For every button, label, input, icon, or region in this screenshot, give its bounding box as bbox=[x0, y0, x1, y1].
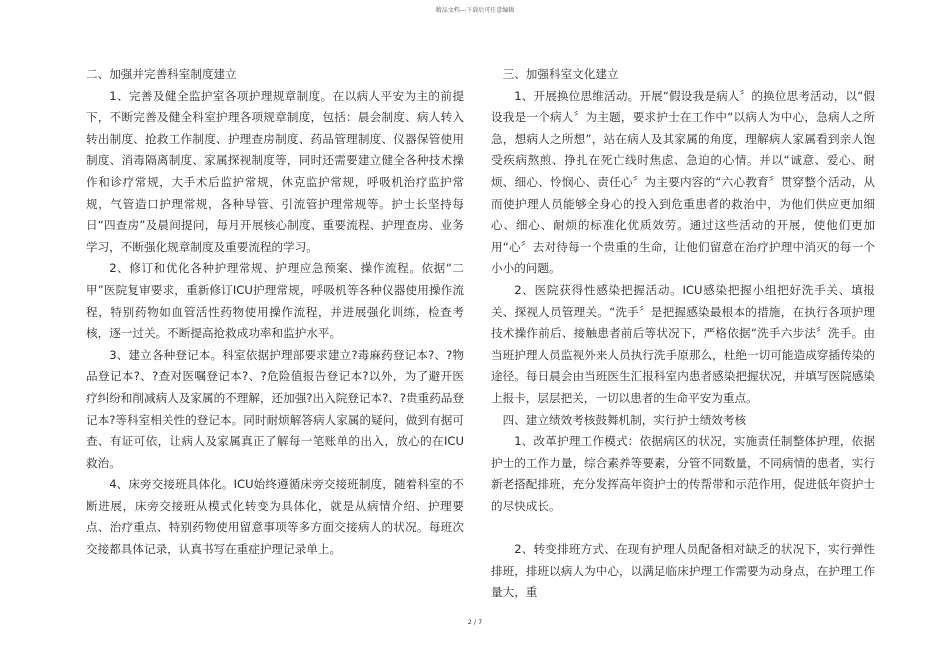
page-number: 2 / 7 bbox=[467, 618, 483, 626]
paragraph: 2、医院获得性感染把握活动。ICU感染把握小组把好洗手关、填报关、探视人员管理关。“洗手〞是把握感染最根本的措施，在执行各项护理技术操作前后、接触患者前后等状况下，严格依据“洗手六步法〞洗手。由当班护理人员监视外来人员执行洗手原那么，杜绝一切可能造成穿插传染的途径。每日晨会由当班医生汇报科室内患者感染把握状况，并填写医院感染上报卡，层层把关，一切以患者的生命平安为重点。 bbox=[491, 282, 875, 405]
page-header: 精品文档---下载后可任意编辑 bbox=[435, 7, 515, 14]
right-column bbox=[491, 64, 875, 604]
section-heading-2: 二、加强并完善科室制度建立 bbox=[86, 67, 237, 81]
left-column bbox=[86, 64, 464, 561]
paragraph: 1、改革护理工作模式：依据病区的状况，实施责任制整体护理，依据护士的工作力量，综合素养等要素，分管不同数量，不同病情的患者，实行新老搭配排班，充分发挥高年资护士的传帮带和示范作用，促进低年资护士的尽快成长。 bbox=[491, 434, 875, 513]
section-heading-4: 四、建立绩效考核鼓舞机制，实行护士绩效考核 bbox=[502, 412, 747, 427]
paragraph: 4、床旁交接班具体化。ICU始终遵循床旁交接班制度，随着科室的不断进展，床旁交接班从模式化转变为具体化，就是从病情介绍、护理要点、治疗重点、特别药物使用留意事项等多方面交接病人的状况。每班次交接都具体记录，认真书写在重症护理记录单上。 bbox=[86, 477, 464, 557]
paragraph: 1、开展换位思维活动。开展“假设我是病人〞的换位思考活动，以“假设我是一个病人〞为主题，要求护士在工作中“以病人为中心，急病人之所急，想病人之所想”，站在病人及其家属的角度，理解病人家属看到亲人饱受疾病熬煎、挣扎在死亡线时焦虑、急迫的心情。并以“诚意、爱心、耐烦、细心、怜悯心、责任心〞为主要内容的“六心教育〞贯穿整个活动，从而使护理人员能够全身心的投入到危重患者的救治中，为他们供应更加细心、细心、耐烦的标准化优质效劳。通过这些活动的开展，使他们更加用“心〞去对待每一个贵重的生命，让他们留意在治疗护理中消灭的每一个小小的问题。 bbox=[491, 88, 875, 276]
paragraph: 1、完善及健全监护室各项护理规章制度。在以病人平安为主的前提下，不断完善及健全科室护理各项规章制度，包括：晨会制度、病人转入转出制度、抢救工作制度、护理查房制度、药品管理制度、仪器保管使用制度、消毒隔离制度、家属探视制度等，同时还需要建立健全各种技术操作和诊疗常规，大手术后监护常规，休克监护常规，呼吸机治疗监护常规，气管造口护理常规，各种导管、引流管护理常规等。护士长坚持每日“四查房”及晨间提问，每月开展核心制度、重要流程、护理查房、业务学习，不断强化规章制度及重要流程的学习。 bbox=[86, 88, 464, 254]
paragraph: 2、转变排班方式、在现有护理人员配备相对缺乏的状况下，实行弹性排班，排班以病人为中心，以满足临床护理工作需要为动身点，在护理工作量大，重 bbox=[491, 542, 875, 600]
paragraph: 2、修订和优化各种护理常规、护理应急预案、操作流程。依据“二甲”医院复审要求，重新修订ICU护理常规，呼吸机等各种仪器使用操作流程，特别药物如血管活性药物使用操作流程，并进展强化训练，检查考核，逐一过关。不断提高抢救成功率和监护水平。 bbox=[86, 261, 464, 341]
paragraph: 3、建立各种登记本。科室依据护理部要求建立?毒麻药登记本?、?物品登记本?、?查对医嘱登记本?、?危险值报告登记本?以外，为了避开医疗纠纷和削减病人及家属的不理解，还加强?出入院登记本?、?贵重药品登记本?等科室相关性的登记本。同时耐烦解答病人家属的疑问，做到有据可查、有证可依，让病人及家属真正了解每一笔账单的出入，放心的在ICU救治。 bbox=[86, 347, 464, 470]
section-heading-3: 三、加强科室文化建立 bbox=[502, 67, 619, 81]
